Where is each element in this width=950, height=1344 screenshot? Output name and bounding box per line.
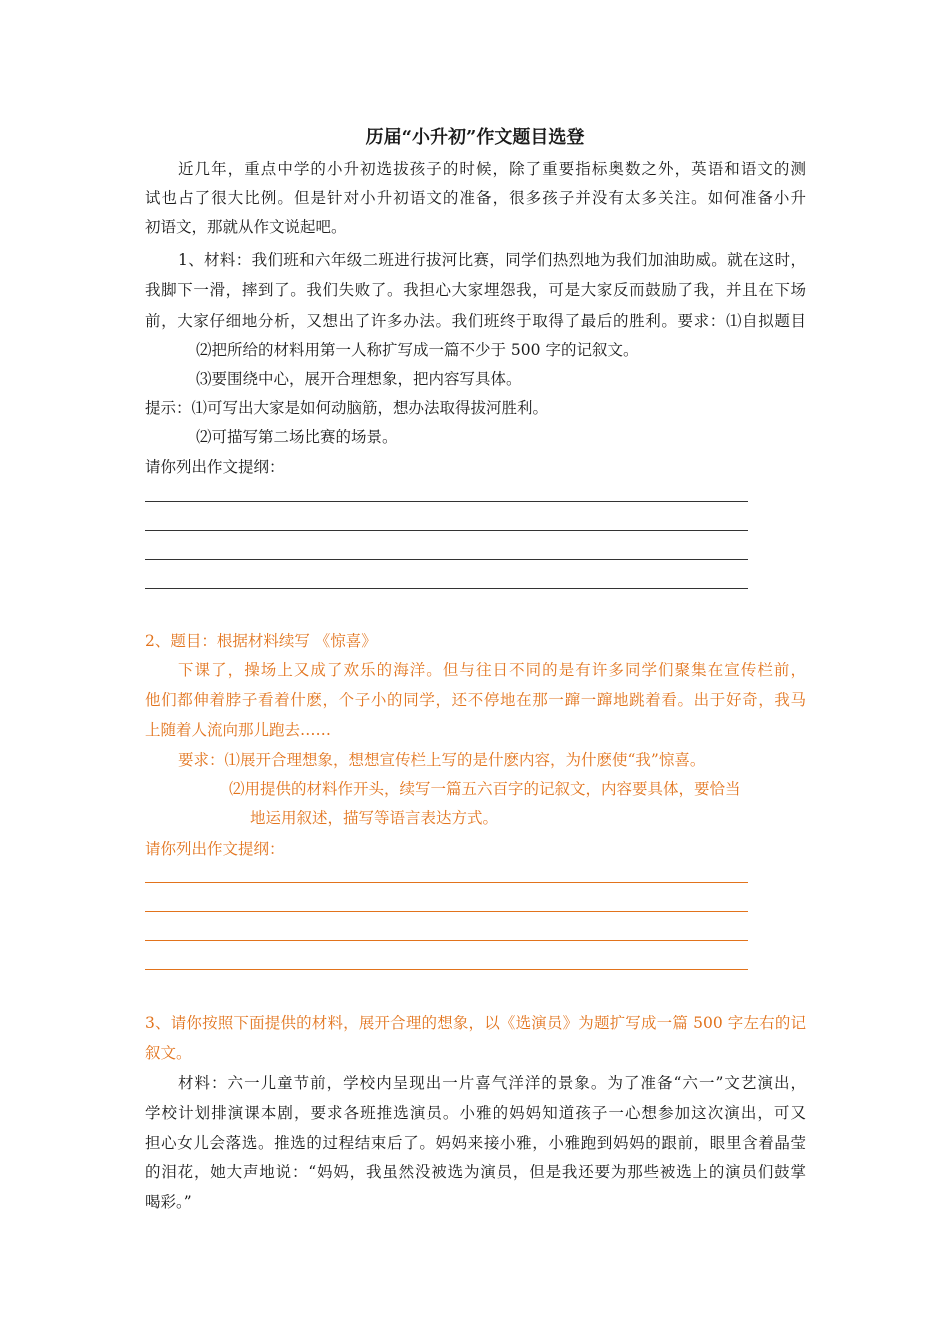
- q1-hint-2: ⑵可描写第二场比赛的场景。: [196, 428, 398, 446]
- q3-material-line-2: 学校计划排演课本剧，要求各班推选演员。小雅的妈妈知道孩子一心想参加这次演出，可又: [145, 1104, 806, 1122]
- intro-line-1: 近几年，重点中学的小升初选拔孩子的时候，除了重要指标奥数之外，英语和语文的测: [178, 160, 806, 178]
- q2-outline-prompt: 请你列出作文提纲：: [145, 840, 285, 858]
- page-title: 历届“小升初”作文题目选登: [365, 127, 585, 148]
- q2-requirement-2a: ⑵用提供的材料作开头，续写一篇五六百字的记叙文，内容要具体，要恰当: [229, 780, 741, 798]
- q1-outline-line-2[interactable]: [145, 530, 748, 531]
- q2-outline-line-3[interactable]: [145, 940, 748, 941]
- q2-outline-line-4[interactable]: [145, 969, 748, 970]
- q3-material-line-1: 材料：六一儿童节前，学校内呈现出一片喜气洋洋的景象。为了准备“六一”文艺演出，: [178, 1074, 806, 1092]
- q3-material-line-4: 的泪花，她大声地说：“妈妈，我虽然没被选为演员，但是我还要为那些被选上的演员们鼓掌: [145, 1163, 806, 1181]
- intro-line-2: 试也占了很大比例。但是针对小升初语文的准备，很多孩子并没有太多关注。如何准备小升: [145, 189, 806, 207]
- q2-requirement-1: 要求：⑴展开合理想象，想想宣传栏上写的是什麽内容，为什麽使“我”惊喜。: [178, 751, 706, 769]
- q1-hint-1: 提示：⑴可写出大家是如何动脑筋，想办法取得拔河胜利。: [145, 399, 549, 417]
- q1-material-line-2: 我脚下一滑，摔到了。我们失败了。我担心大家埋怨我，可是大家反而鼓励了我，并且在下场: [145, 281, 806, 299]
- q1-outline-line-1[interactable]: [145, 501, 748, 502]
- q1-outline-line-3[interactable]: [145, 559, 748, 560]
- q3-material-line-3: 担心女儿会落选。推选的过程结束后了。妈妈来接小雅，小雅跑到妈妈的跟前，眼里含着晶莹: [145, 1134, 806, 1152]
- q2-requirement-2b: 地运用叙述，描写等语言表达方式。: [250, 809, 499, 827]
- q2-material-line-1: 下课了，操场上又成了欢乐的海洋。但与往日不同的是有许多同学们聚集在宣传栏前，: [178, 661, 806, 679]
- q3-heading-line-2: 叙文。: [145, 1044, 192, 1062]
- q1-requirement-2: ⑵把所给的材料用第一人称扩写成一篇不少于 500 字的记叙文。: [196, 341, 639, 359]
- q2-outline-line-1[interactable]: [145, 882, 748, 883]
- q1-requirement-3: ⑶要围绕中心，展开合理想象，把内容写具体。: [196, 370, 522, 388]
- q3-material-line-5: 喝彩。”: [145, 1193, 192, 1211]
- q1-outline-prompt: 请你列出作文提纲：: [145, 458, 285, 476]
- q3-heading-line-1: 3、请你按照下面提供的材料，展开合理的想象，以《选演员》为题扩写成一篇 500 字左右的记: [145, 1014, 806, 1032]
- q2-material-line-2: 他们都伸着脖子看着什麽，个子小的同学，还不停地在那一蹿一蹿地跳着看。出于好奇，我马: [145, 691, 806, 709]
- q2-outline-line-2[interactable]: [145, 911, 748, 912]
- q1-material-line-3: 前，大家仔细地分析，又想出了许多办法。我们班终于取得了最后的胜利。要求：⑴自拟题目: [145, 312, 806, 330]
- q2-heading: 2、题目：根据材料续写 《惊喜》: [145, 632, 377, 650]
- q1-outline-line-4[interactable]: [145, 588, 748, 589]
- q2-material-line-3: 上随着人流向那儿跑去……: [145, 721, 332, 739]
- intro-line-3: 初语文，那就从作文说起吧。: [145, 218, 347, 236]
- q1-material-line-1: 1、材料：我们班和六年级二班进行拔河比赛，同学们热烈地为我们加油助威。就在这时，: [178, 251, 806, 269]
